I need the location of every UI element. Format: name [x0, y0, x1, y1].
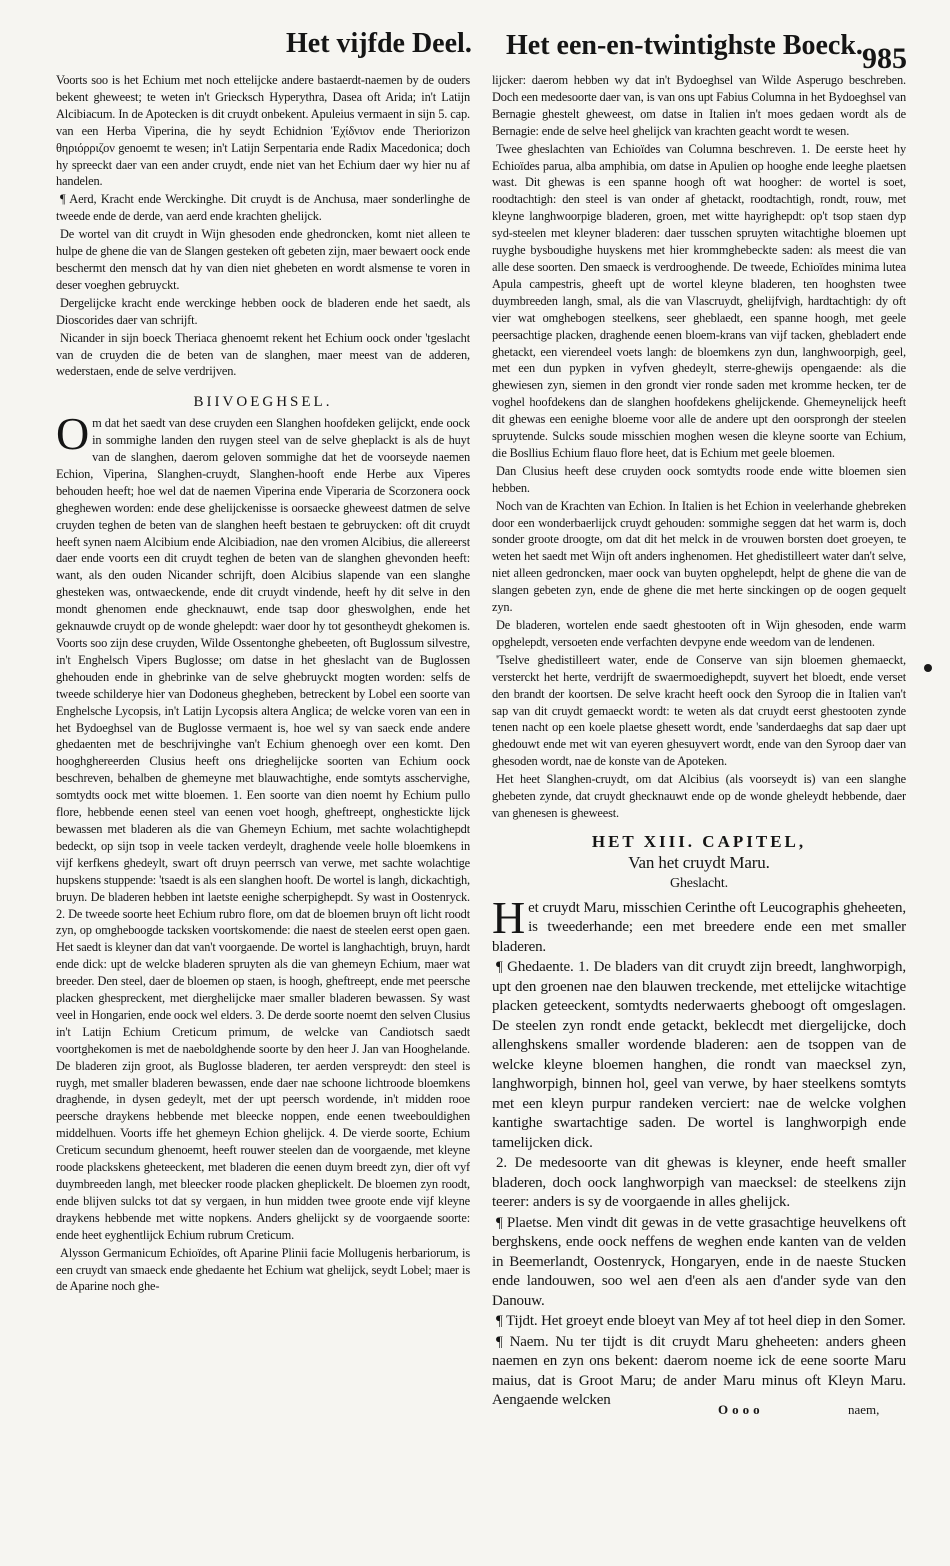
left-column: [56, 72, 470, 1426]
paragraph: ¶ Naem. Nu ter tijdt is dit cruydt Maru gheheeten: anders gheen naemen en zyn ons bekent: daerom noeme ick de eene soorte Maru maius, dat is Groot Maru; de ander Maru minus oft Kleyn Maru. Aengaende welcken: [492, 1333, 906, 1409]
paragraph: 2. De medesoorte van dit ghewas is kleyner, ende heeft smaller bladeren, doch oock langhworpigh van maecksel: de steelkens zijn teerer: anders is sy de voorgaende in alles ghelijck.: [492, 1155, 906, 1211]
chapter-subtitle: Van het cruydt Maru.: [628, 852, 770, 872]
paragraph: ¶ Tijdt. Het groeyt ende bloeyt van Mey af tot heel diep in den Somer.: [496, 1313, 906, 1330]
running-head-right: Het een-en-twintighste Boeck.: [506, 30, 863, 61]
catchword: naem,: [848, 1402, 880, 1417]
chapter-title: HET XIII. CAPITEL,: [591, 831, 807, 851]
page-header: [0, 0, 950, 80]
paragraph: ¶ Plaetse. Men vindt dit gewas in de vette grasachtige heuvelkens oft berghskens, ende oock neffens de weghen ende kanten van de velden in Beemerlandt, Oostenryck, Hongaryen, ende in de naeste Stucken ende landouwen, soo wel aen d'een als aen d'ander syde van den Danouw.: [492, 1214, 906, 1309]
page-number: 985: [862, 42, 907, 75]
paragraph: Dergelijcke kracht ende werckinge hebben oock de bladeren ende het saedt, als Dioscorides daer van schrijft.: [56, 295, 470, 327]
paragraph: ¶ Ghedaente. 1. De bladers van dit cruydt zijn breedt, langhworpigh, upt den groenen nae den blauwen treckende, met ettelijcke witachtige placken geteeckent, somtydts nederwaerts gheboogt oft omgeslagen. De steelen zyn rondt ende getackt, beklecdt met diergelijcke, doch allenghskens smaller wordende bladeren: aen de tsoppen van de welcke kleyne bloemen hanghen, die rondt van maecksel zyn, langhworpigh, binnen hol, geel van verwe, by haer steelkens somtyts met een kleyn purpur randeken verciert: nae de welcke volghen kantighe swartachtige saden. De wortel is langhworpigh ende tamelijcken dick.: [492, 959, 906, 1151]
section-title: BIIVOEGHSEL.: [193, 394, 333, 411]
right-column: [492, 72, 906, 1426]
ink-blot: [924, 664, 932, 672]
paragraph: Dan Clusius heeft dese cruyden oock somtydts roode ende witte bloemen sien hebben.: [492, 463, 906, 495]
paragraph: De bladeren, wortelen ende saedt ghestooten oft in Wijn ghesoden, ende warm opghelepdt, versoeten ende verfachten devpyne ende weedom van de lendenen.: [492, 618, 906, 649]
paragraph: Twee gheslachten van Echioïdes van Columna beschreven. 1. De eerste heet hy Echioïdes parua, alba amphibia, om datse in Apulien op hooghe ende leeghe plaetsen wast. Dit ghewas is een spanne hoogh oft wat hoogher: de wortel is soet, roodtachtigh: den steel is van onder af ghetackt, roodtachtigh, rondt, rouw, met kleyne langhwoorpige bladeren, groen, met witte hayrighepdt: op't tsop staen dyp syd-steelen met kleyner bladeren: daer tusschen spruyten witachtighe bloemen upt ruyghe bysboudighe huyskens met hier krommghebeckte saden: als meest die van alle dese soorten. Den smaeck is verdrooghende. De tweede, Echioïdes minima lutea Apula campestris, gheeft upt de wortel kleyne bladeren, ten hooghsten twee duymbreeden langh, smal, als die van Vlascruydt, ghelijfvigh, hardtachtigh: dy oft vier wat omghebogen steelkens, seer gheblaedt, een spanne hoogh, met geele peersachtige placken, draghende eenen bloem-krans van vijf tacken, ghebladert ende ghetackt, een vierendeel voets langh: de bloemkens zyn dun, langhwoorpigh, geel, met een dun pypken in vyfven ghedeylt, sterre-ghewijs opengaende: als die ghewiesen zyn, siemen in den grondt vier ronde saden met kromme hecken, ter de voghel hoofdekens dan de slanghen hoofdekens ghelijckende. Ghemeynelijck heeft dit ghewas een eenighe bloeme voor alle de andere upt den oorsprongh der steelen spruytende. Sulcks soude misschien moghen wesen die kleyne soorte van Echium, die Bosllius Echium flauo flore heet, dat is Echium met geele bloemen.: [492, 141, 906, 460]
paragraph: 'Tselve ghedistilleert water, ende de Conserve van sijn bloemen ghemaeckt, versterckt het herte, verdrijft de swaermoedighepdt, suyvert het bloedt, ende verset den brandt der koortsen. De selve kracht heeft oock den Syroop die in Italien van't sap van dit cruydt gemaeckt wordt: te weten als dat cruydt eerst ghestooten zynde tenen nacht op een koele plaetse ghesett wordt, ende 'sanderdaeghs dat sap daer upt ghedouwt ende met wit van eyeren ghesuyvert wordt, ende van den Syroop daer van ghesoden wordt, nae de konste van de Apoteken.: [492, 652, 906, 769]
paragraph: ¶ Aerd, Kracht ende Werckinghe. Dit cruydt is de Anchusa, maer sonderlinghe de tweede ende de derde, van aerd ende krachten ghelijck.: [56, 192, 470, 224]
paragraph: De wortel van dit cruydt in Wijn ghesoden ende ghedroncken, komt niet alleen te hulpe de ghene die van de Slangen gesteken oft gebeten zijn, maer bewaert oock ende beschermt den mensch dat hy van dien niet ghebeten en wordt alsmense te voren in deser voeghen gebruyckt.: [56, 227, 470, 292]
paragraph: Nicander in sijn boeck Theriaca ghenoemt rekent het Echium oock onder 'tgeslacht van de cruyden die de beten van de slanghen, maer meest van de adderen, wederstaen, ende de selve verdrijven.: [56, 330, 470, 379]
paragraph: Het heet Slanghen-cruydt, om dat Alcibius (als voorseydt is) van een slanghe ghebeten zynde, dat cruydt ghecknauwt ende op de wonde gheleydt hebbende, daer van ghenesen is gheweest.: [492, 772, 906, 820]
chapter-section-heading: Gheslacht.: [670, 875, 728, 891]
paragraph: Het cruydt Maru, misschien Cerinthe oft Leucographis gheheeten, is tweederhande; een met breedere ende een met smaller bladeren.: [492, 891, 906, 955]
signature-mark: Oooo: [718, 1402, 764, 1417]
paragraph: Noch van de Krachten van Echion. In Italien is het Echion in veelerhande ghebreken door een wonderbaerlijck cruydt gehouden: sommighe seggen dat het warm is, doch sonder groote droogte, om dat dit het melck in de vrouwen borsten doet groeyen, te weten het saedt met Wijn oft anders inghenomen. Het ghedistilleert water dan't selve, niet alleen gedroncken, maer oock van buyten opghelepdt, helpt de ghene die van de slangen gebeten zyn, ende de ghene die met herte sinckingen op de oogen gequelt zyn.: [492, 498, 906, 615]
running-head-left: Het vijfde Deel.: [286, 28, 472, 59]
paragraph: Alysson Germanicum Echioïdes, oft Aparine Plinii facie Mollugenis herbariorum, is een cruydt van smaeck ende ghedaente het Echium wat ghelijck, seydt Lobel; maer is de Aparine noch ghe-: [56, 1245, 470, 1294]
paragraph: Om dat het saedt van dese cruyden een Slanghen hoofdeken gelijckt, ende oock in sommighe landen den ruygen steel van de selve gheplackt is als de huyt van de slanghen, daerom geloven sommighe dat het de voorseyde naemen Echion, Viperina, Slanghen-cruydt, Slanghen-hooft ende Herbe aux Viperes behouden heeft; hoe wel dat de naemen Viperina ende Viperaria de Scorzonera oock gheghewen worden: ende dese ghelijckenisse is oorsaecke gheweest datmen de selve cruyden teghen de beten van de slanghen heeft bestaen te gebruycken: oft dit cruydt heeft synen naem Alcibium ende Alcibiadion, nae den vromen Alcibius, die allereerst daer ende voorts een dit cruydt teghen de beten van de slanghen ghevonden heeft: want, als den ouden Nicander schrijft, doen Alcibius slapende van een slanghe ghesteken was, ontwaeckende, ende dit cruydt vindende, heeft hy dit selve in den mondt ghenomen ende ghecknauwt, ende tsap door gheswolghen, ende het geknauwde cruydt op de wonde ghelepdt: waer door hy tot gesontheydt ghekomen is. Voorts soo zijn dese cruyden, Wilde Ossentonghe ghebeeten, oft Buglossum silvestre, in't Enghelsch Vipers Buglosse; om datse in het gheslacht van de Buglossen ghehouden ende in ghebrinke van de selve ghebruyckt mogten worden: selfs de tweede schilderye hier van Dodoneus ghegheben, betreckent by Lobel een soorte van Enghelsche Lycopsis, in't Latijn Lycopsis altera Anglica; de welcke voren van een in het Bydoeghsel van de Buglosse vermaent is, hoe wel sy van saeck ende andere ghedaenten met de beschrijvinghe van't Echium ghenoegh over een komt. Den hooghghereerden Clusius heeft ons drieghelijcke soorten van Echium oock beschreven, behalben de ghemeyne met blauwachtighe, ende somtyts asschervighe, somtydts oock met witte bloemen. 1. Een soorte van dien noemt hy Echium pullo flore, hebbende eenen steel van eenen voet hoogh, gheftreept, onghestickte lijck bewassen met bladeren als die van Ghemeyn Echium, met sachte wolachtighepdt bedeckt, op sijn tsop in veele tacken verdeylt, draghende veele holle bloemkens in vijf kerfkens ghedeylt, swart oft druyn peerrsch van verwe, met sachte wolachtige hupskens stuppende: 'tsaedt is als een slanghen hooft. De wortel is langh, dickachtigh, bruyn. De bladeren hebben int laetste eenighe scherpighepdt. Sy wast in Oostenryck. 2. De tweede soorte heet Echium rubro flore, om dat de bloemen bruyn oft licht roodt zyn, op omgheboogde tacksken voortskomende: die naest de steelen eerst open gaen. Het saedt is kleyner dan dat van't voorgaende. De wortel is langhachtigh, bruyn, hardt ende dick: upt de welcke bladeren spruyten als die van ghemeyn Echium, maer wat breeder. Den steel, daer de bloemen op staen, is hoogh, gheftreept, ende met peersche placken ghespreckent, met dierghelijcke maer smaller bladeren bewassen. Sy wast veel in Hongarien, ende oock wel elders. 3. De derde soorte noemt den selven Clusius in't Latijn Echium Creticum primum, de welcke van Candiotsch saedt voortghekomen is met de naeboldghende soorte by den heer J. Jan van Hooghelande. De bladeren zijn groot, als Buglosse bladeren, ter aerden verspreydt: den steel is ruygh, met smaller bladeren bewassen, ende daer nae schoone lichtroode bloemkens draghende, in dysen gedeylt, met der upt peersch wordende, in't midden rooe peersche draykens hebbende met bleecke noppen, ende eenen tweebouldighen middelhuen. Voorts iffe het ghemeyn Echion ghelijck. 4. De vierde soorte, Echium Creticum secundum ghenoemt, heeft rouwer steelen dan de voorgaende, met kleyne roode plackskens gheteeckent, met bladeren die eenen duym breedt zyn, dier oft vyf duymbreeden langh, met bleecker roode placken gheplickelt. De bloemen zyn roodt, ende blijven sulcks tot dat sy vergaen, in hun midden twee groote ende vijf kleyne draykens hebbende met witte nopkens. Anders ghelijckt sy de voorgaende soorte: ende heet eyghentlijck Echium rubrum Creticum.: [56, 408, 470, 1242]
paragraph: lijcker: daerom hebben wy dat in't Bydoeghsel van Wilde Asperugo beschreben. Doch een medesoorte daer van, is van ons upt Fabius Columna in het Bydoeghsel van Bernagie ghestelt gheweest, om datse in Italien in't moes gedaen wordt als de Bernagie: ende de selve heel ghelijck van krachten geacht wordt te wesen.: [492, 73, 906, 138]
paragraph: Voorts soo is het Echium met noch ettelijcke andere bastaerdt-naemen by de ouders bekent gheweest; te weten in't Griecksch Hyperythra, Dasea oft Arida; in't Latijn Alcibiacum. In de Apotecken is dit cruydt onbekent. Apuleius vermaent in sijn 5. cap. van een Herba Viperina, die hy seydt Echidnion Ἐχίδνιον ende Theriorizon θηριόρριζον genoemt te wesen; in't Latijn Serpentaria ende Radix Macedonica; doch hy spreeckt daer van een ander cruydt, ende niet van het Echium daer wy hier nu af handelen.: [56, 73, 470, 189]
